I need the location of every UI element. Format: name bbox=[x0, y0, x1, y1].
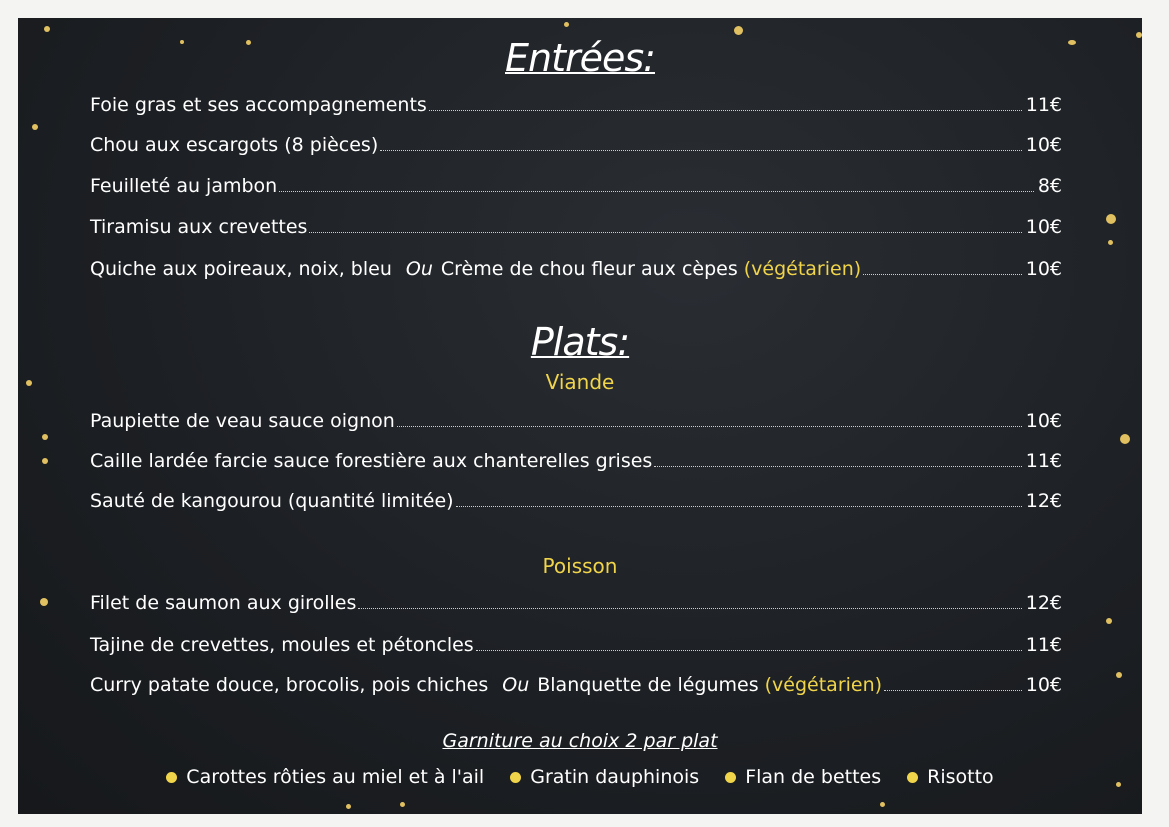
menu-item bbox=[90, 630, 1062, 656]
menu-item bbox=[90, 130, 1062, 156]
vegetarian-tag: (végétarien) bbox=[743, 258, 862, 280]
garniture-title: Garniture au choix 2 par plat bbox=[442, 730, 718, 752]
gold-dot bbox=[40, 598, 48, 606]
or-separator: Ou bbox=[405, 258, 433, 280]
dotted-leader bbox=[476, 650, 1022, 651]
item-price: 10€ bbox=[1025, 134, 1062, 156]
gold-dot bbox=[734, 26, 743, 35]
menu-item bbox=[90, 406, 1062, 432]
gold-dot bbox=[42, 458, 48, 464]
menu-item bbox=[90, 254, 1062, 280]
item-price: 12€ bbox=[1025, 490, 1062, 512]
gold-dot bbox=[32, 124, 38, 130]
item-name: Tiramisu aux crevettes bbox=[90, 216, 308, 238]
item-alt-name: Blanquette de légumes bbox=[537, 674, 759, 696]
bullet-icon bbox=[725, 772, 736, 783]
gold-dot bbox=[400, 802, 405, 807]
menu-item bbox=[90, 446, 1062, 472]
item-price: 11€ bbox=[1025, 634, 1062, 656]
poisson-heading: Poisson bbox=[542, 554, 618, 578]
menu-item bbox=[90, 670, 1062, 696]
garniture-label: Gratin dauphinois bbox=[530, 766, 700, 788]
item-name: Caille lardée farcie sauce forestière aux chanterelles grises bbox=[90, 450, 653, 472]
vegetarian-tag: (végétarien) bbox=[764, 674, 883, 696]
item-name: Feuilleté au jambon bbox=[90, 175, 278, 197]
item-name: Curry patate douce, brocolis, pois chiches bbox=[90, 674, 489, 696]
garniture-list bbox=[18, 766, 1142, 788]
gold-dot bbox=[1120, 434, 1130, 444]
item-price: 8€ bbox=[1037, 175, 1062, 197]
item-name: Quiche aux poireaux, noix, bleu bbox=[90, 258, 392, 280]
or-separator: Ou bbox=[502, 674, 530, 696]
item-alt-name: Crème de chou fleur aux cèpes bbox=[440, 258, 738, 280]
item-price: 10€ bbox=[1025, 410, 1062, 432]
dotted-leader bbox=[380, 150, 1022, 151]
garniture-item bbox=[166, 766, 484, 788]
bullet-icon bbox=[510, 772, 521, 783]
dotted-leader bbox=[397, 426, 1022, 427]
gold-dot bbox=[564, 22, 569, 27]
gold-dot bbox=[42, 434, 48, 440]
item-name: Paupiette de veau sauce oignon bbox=[90, 410, 395, 432]
item-name: Foie gras et ses accompagnements bbox=[90, 94, 427, 116]
garniture-item bbox=[907, 766, 994, 788]
dotted-leader bbox=[279, 191, 1034, 192]
garniture-label: Risotto bbox=[927, 766, 994, 788]
gold-dot bbox=[1108, 240, 1113, 245]
item-price: 11€ bbox=[1025, 450, 1062, 472]
gold-dot bbox=[880, 802, 885, 807]
entrees-title: Entrées: bbox=[505, 36, 655, 80]
gold-dot bbox=[1116, 672, 1122, 678]
item-price: 10€ bbox=[1025, 674, 1062, 696]
gold-dot bbox=[346, 804, 351, 809]
dotted-leader bbox=[456, 506, 1022, 507]
dotted-leader bbox=[863, 274, 1022, 275]
item-name: Filet de saumon aux girolles bbox=[90, 592, 357, 614]
item-name: Tajine de crevettes, moules et pétoncles bbox=[90, 634, 474, 656]
bullet-icon bbox=[907, 772, 918, 783]
menu-item bbox=[90, 90, 1062, 116]
item-price: 11€ bbox=[1025, 94, 1062, 116]
viande-heading: Viande bbox=[545, 370, 615, 394]
gold-dot bbox=[44, 26, 50, 32]
bullet-icon bbox=[166, 772, 177, 783]
menu-item bbox=[90, 171, 1062, 197]
item-price: 10€ bbox=[1025, 216, 1062, 238]
plats-title: Plats: bbox=[530, 320, 630, 364]
menu-item bbox=[90, 588, 1062, 614]
menu-item bbox=[90, 486, 1062, 512]
item-name: Sauté de kangourou (quantité limitée) bbox=[90, 490, 454, 512]
dotted-leader bbox=[309, 232, 1021, 233]
menu-item bbox=[90, 212, 1062, 238]
dotted-leader bbox=[884, 690, 1022, 691]
menu-board bbox=[18, 18, 1142, 814]
garniture-label: Flan de bettes bbox=[745, 766, 882, 788]
garniture-label: Carottes rôties au miel et à l'ail bbox=[186, 766, 485, 788]
dotted-leader bbox=[429, 110, 1022, 111]
dotted-leader bbox=[654, 466, 1021, 467]
garniture-item bbox=[725, 766, 881, 788]
item-price: 10€ bbox=[1025, 258, 1062, 280]
gold-dot bbox=[1106, 214, 1116, 224]
garniture-item bbox=[510, 766, 699, 788]
item-name: Chou aux escargots (8 pièces) bbox=[90, 134, 379, 156]
gold-dot bbox=[1106, 618, 1112, 624]
item-price: 12€ bbox=[1025, 592, 1062, 614]
dotted-leader bbox=[358, 608, 1021, 609]
